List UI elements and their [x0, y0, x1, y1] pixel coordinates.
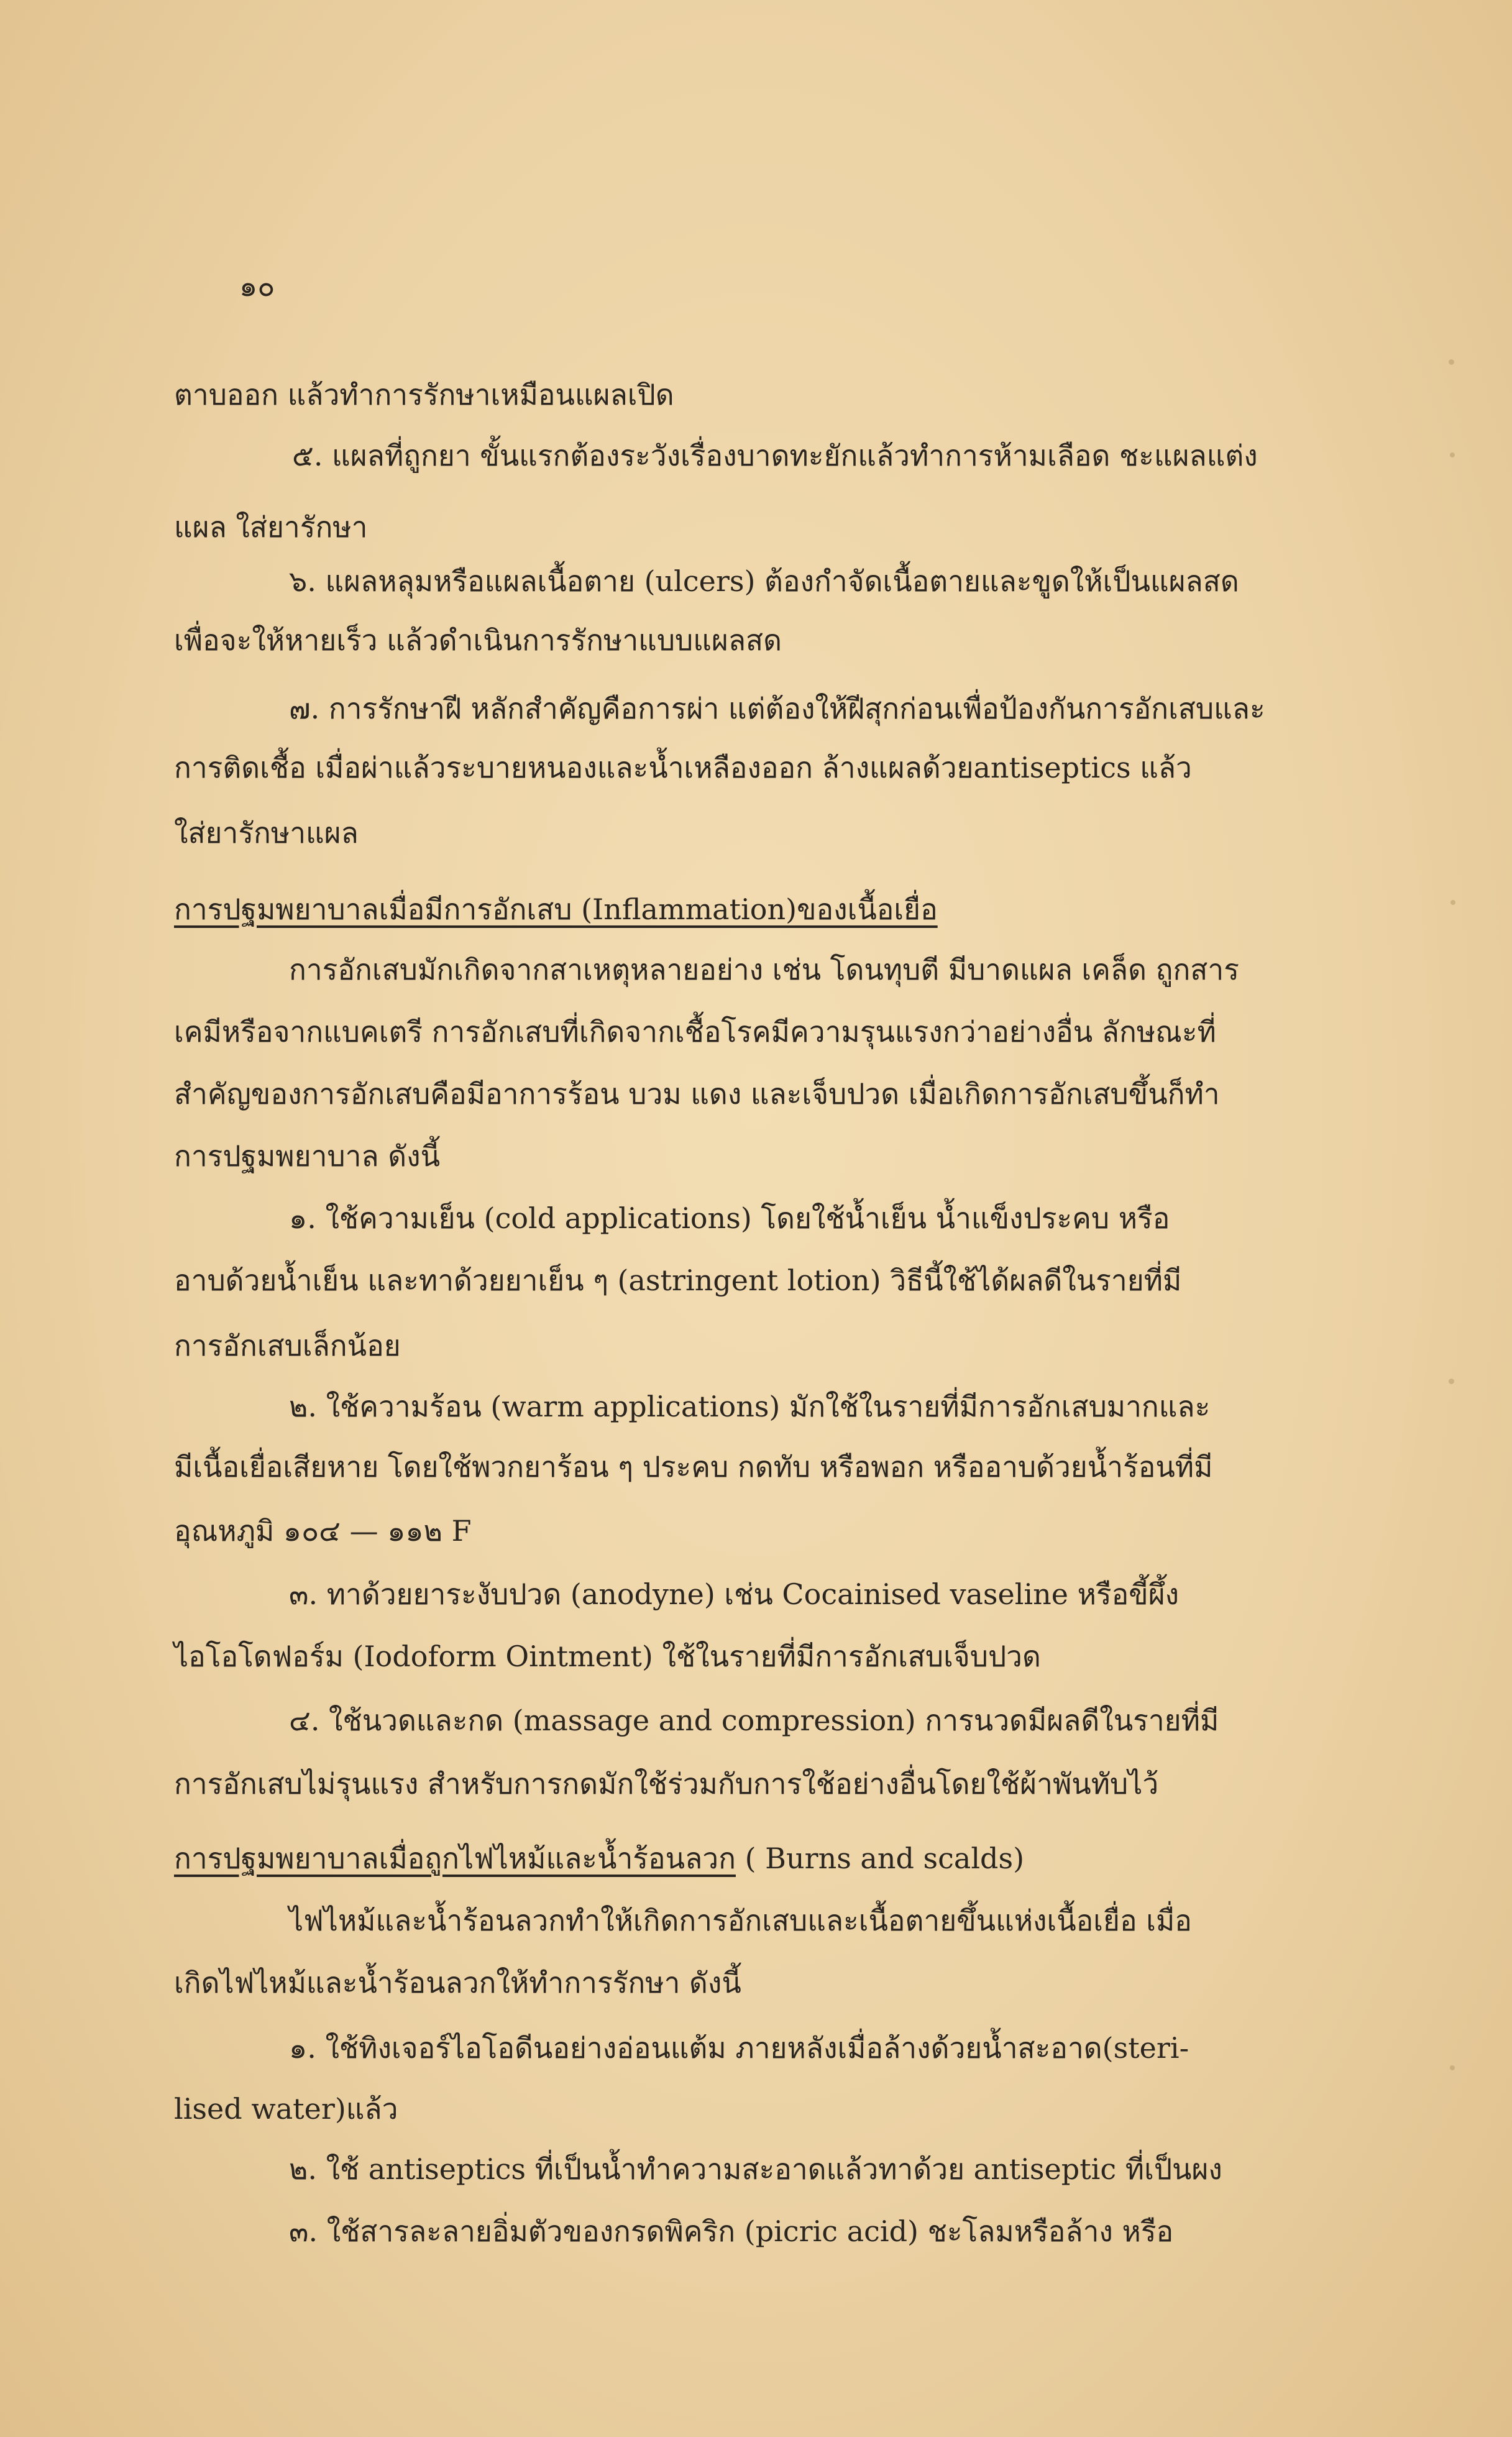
body-line: ๑. ใช้ทิงเจอร์ไอโอดีนอย่างอ่อนแต้ม ภายหลังเมื่อล้างด้วยน้ำสะอาด(steri-: [289, 2031, 1189, 2065]
body-line: การปฐมพยาบาล ดังนี้: [174, 1139, 441, 1173]
body-line: ๑. ใช้ความเย็น (cold applications) โดยใช้น้ำเย็น น้ำแข็งประคบ หรือ: [289, 1201, 1170, 1235]
body-line: ๒. ใช้ antiseptics ที่เป็นน้ำทำความสะอาดแล้วทาด้วย antiseptic ที่เป็นผง: [289, 2152, 1222, 2186]
body-line: ๓. ใช้สารละลายอิ่มตัวของกรดพิคริก (picric acid) ชะโลมหรือล้าง หรือ: [289, 2214, 1174, 2248]
paper-speck: [1449, 1379, 1454, 1384]
body-line: ไอโอโดฟอร์ม (Iodoform Ointment) ใช้ในรายที่มีการอักเสบเจ็บปวด: [174, 1640, 1041, 1673]
body-line: lised water)แล้ว: [174, 2092, 398, 2126]
section-heading-burns-english: ( Burns and scalds): [745, 1842, 1025, 1875]
paper-speck: [1449, 359, 1454, 365]
body-line: การอักเสบมักเกิดจากสาเหตุหลายอย่าง เช่น โดนทุบตี มีบาดแผล เคล็ด ถูกสาร: [289, 953, 1239, 986]
body-line: อุณหภูมิ ๑๐๔ — ๑๑๒ F: [174, 1514, 472, 1548]
body-line: การติดเชื้อ เมื่อผ่าแล้วระบายหนองและน้ำเหลืองออก ล้างแผลด้วยantiseptics แล้ว: [174, 751, 1192, 784]
body-line: ใส่ยารักษาแผล: [174, 816, 359, 850]
body-line: ๖. แผลหลุมหรือแผลเนื้อตาย (ulcers) ต้องกำจัดเนื้อตายและขูดให้เป็นแผลสด: [289, 564, 1239, 598]
body-line: ๓. ทาด้วยยาระงับปวด (anodyne) เช่น Cocainised vaseline หรือขี้ผึ้ง: [289, 1577, 1180, 1611]
body-line: ๔. ใช้นวดและกด (massage and compression) การนวดมีผลดีในรายที่มี: [289, 1704, 1219, 1737]
body-line: สำคัญของการอักเสบคือมีอาการร้อน บวม แดง และเจ็บปวด เมื่อเกิดการอักเสบขึ้นก็ทำ: [174, 1077, 1220, 1111]
section-heading-inflammation: การปฐมพยาบาลเมื่อมีการอักเสบ (Inflammation)ของเนื้อเยื่อ: [174, 893, 938, 926]
body-line: การอักเสบไม่รุนแรง สำหรับการกดมักใช้ร่วมกับการใช้อย่างอื่นโดยใช้ผ้าพันทับไว้: [174, 1767, 1159, 1801]
body-line: เคมีหรือจากแบคเตรี การอักเสบที่เกิดจากเชื้อโรคมีความรุนแรงกว่าอย่างอื่น ลักษณะที่: [174, 1015, 1216, 1049]
body-line: มีเนื้อเยื่อเสียหาย โดยใช้พวกยาร้อน ๆ ประคบ กดทับ หรือพอก หรืออาบด้วยน้ำร้อนที่มี: [174, 1450, 1213, 1484]
section-heading-burns-thai: การปฐมพยาบาลเมื่อถูกไฟไหม้และน้ำร้อนลวก: [174, 1842, 736, 1875]
body-line: ๗. การรักษาฝี หลักสำคัญคือการผ่า แต่ต้องให้ฝีสุกก่อนเพื่อป้องกันการอักเสบและ: [289, 692, 1265, 725]
body-line: ๒. ใช้ความร้อน (warm applications) มักใช้ในรายที่มีการอักเสบมากและ: [289, 1390, 1211, 1423]
page-number: ๑๐: [239, 269, 275, 303]
body-line: ไฟไหม้และน้ำร้อนลวกทำให้เกิดการอักเสบและเนื้อตายขึ้นแห่งเนื้อเยื่อ เมื่อ: [289, 1904, 1192, 1937]
section-heading-burns: [174, 1840, 1024, 1877]
body-line: แผล ใส่ยารักษา: [174, 510, 368, 544]
body-line: ตาบออก แล้วทำการรักษาเหมือนแผลเปิด: [174, 378, 674, 411]
body-line: เพื่อจะให้หายเร็ว แล้วดำเนินการรักษาแบบแผลสด: [174, 623, 782, 657]
paper-speck: [1450, 452, 1455, 457]
body-line: อาบด้วยน้ำเย็น และทาด้วยยาเย็น ๆ (astringent lotion) วิธีนี้ใช้ได้ผลดีในรายที่มี: [174, 1264, 1182, 1297]
body-line: เกิดไฟไหม้และน้ำร้อนลวกให้ทำการรักษา ดังนี้: [174, 1966, 741, 1999]
body-line: การอักเสบเล็กน้อย: [174, 1329, 401, 1362]
paper-speck: [1450, 2065, 1455, 2070]
body-line: ๕. แผลที่ถูกยา ขั้นแรกต้องระวังเรื่องบาดทะยักแล้วทำการห้ามเลือด ชะแผลแต่ง: [292, 439, 1258, 472]
paper-speck: [1450, 900, 1455, 905]
